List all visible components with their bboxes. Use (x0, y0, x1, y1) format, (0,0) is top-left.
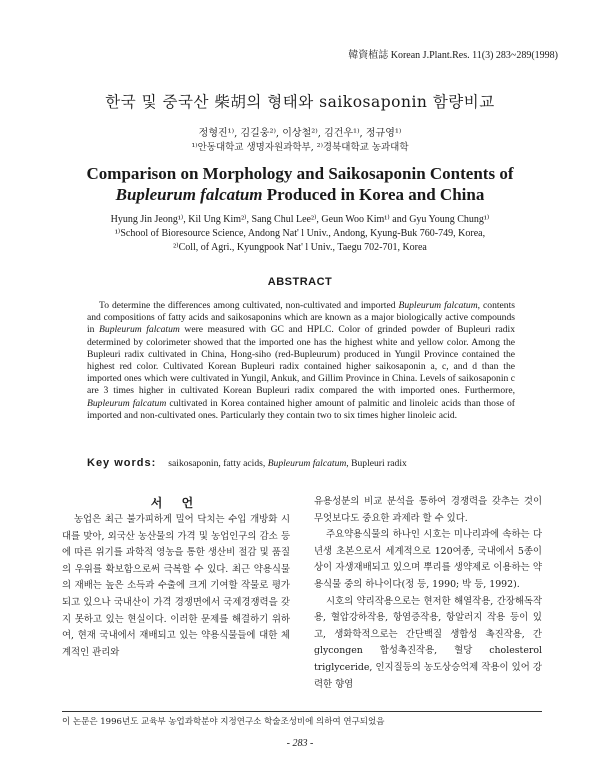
korean-title: 한국 및 중국산 柴胡의 형태와 saikosaponin 함량비교 (105, 93, 495, 111)
english-title-species: Bupleurum falcatum (115, 185, 263, 204)
left-column (62, 512, 290, 661)
english-authors: Hyung Jin Jeong¹⁾, Kil Ung Kim²⁾, Sang Chul Lee²⁾, Geun Woo Kim¹⁾ and Gyu Young Chung¹⁾ (110, 214, 490, 225)
english-title (40, 163, 560, 205)
intro-paragraph: 주요약용식물의 하나인 시호는 미나리과에 속하는 다년생 초본으로서 세계적으로 120여종, 국내에서 5종이상이 자생재배되고 있으며 뿌리를 생약제로 이용하는 약용식물 중의 하나이다(정 등, 1990; 박 등, 1992). (314, 529, 542, 590)
abstract-species: Bupleurum falcatum (99, 324, 180, 336)
korean-affiliations: ¹⁾안동대학교 생명자원과학부, ²⁾경북대학교 농과대학 (191, 142, 409, 153)
keywords-label: Key words: (87, 457, 157, 469)
section-heading-introduction: 서 언 (150, 496, 202, 510)
english-title-line1: Comparison on Morphology and Saikosaponin Contents of (86, 164, 514, 183)
english-title-line2: Produced in Korea and China (262, 185, 485, 204)
english-affiliation-1: ¹⁾School of Bioresource Science, Andong Nat' l Univ., Andong, Kyung-Buk 760-749, Korea, (114, 228, 486, 239)
intro-paragraph: 농업은 최근 불가피하게 밀어 닥치는 수입 개방화 시대를 맞아, 외국산 농산물의 가격 및 농업인구의 감소 등에 따른 위기를 과학적 영농을 통한 생산비 절감 및 품질의 우위를 확보함으로써 극복할 수 있다. 최근 약용식물의 재배는 높은 소득과 수출에 크게 기여할 작물로 평가되고 있으나 국내산이 가격 경쟁면에서 국제경쟁력을 갖지 못하고 있는 현실이다. 이러한 문제를 해결하기 위하여, 현재 국내에서 재배되고 있는 약용식물들에 대한 체계적인 관리와 (62, 514, 290, 658)
intro-paragraph-continued: 유용성분의 비교 분석을 통하여 경쟁력을 갖추는 것이 무엇보다도 중요한 과제라 할 수 있다. (314, 496, 542, 524)
korean-authors: 정형진¹⁾, 김길웅²⁾, 이상철²⁾, 김건우¹⁾, 정규영¹⁾ (198, 128, 402, 139)
abstract-species: Bupleurum falcatum (87, 397, 167, 409)
intro-paragraph: 시호의 약리작용으로는 현저한 해열작용, 간장해독작용, 혈압강하작용, 항염증작용, 항알러지 작용 등이 있고, 생화학적으로는 간단백질 생합성 촉진작용, 간 glycongen 합성촉진작용, 혈당 cholesterol triglyceride, 인지질등의 농도상승억제 작용이 있어 강력한 향염 (314, 595, 542, 690)
abstract-text: , contents and compositions of fatty acids and saikosaponins which are known as a major biologically active compounds in (87, 300, 515, 336)
english-authors-block (0, 213, 600, 255)
abstract-species: Bupleurum falcatum (398, 300, 478, 311)
abstract-body (87, 300, 515, 422)
abstract-text: To determine the differences among cultivated, non-cultivated and imported (99, 300, 399, 311)
footnote-divider (62, 711, 542, 712)
footnote: 이 논문은 1996년도 교육부 농업과학분야 지정연구소 학술조성비에 의하여 연구되었음 (62, 717, 385, 727)
abstract-text: were measured with GC and HPLC. Color of grinded powder of Bupleuri radix determined by colorimeter showed that the imported one has the highest white and yellow color. Among the Bupleuri radix cultivated in China, Hong-siho (red-Bupleurum) produced in Yungil Province contained the highest red color. Cultivated Korean Bupleuri radix contained higher saikosaponin a, c, and d than the imported ones which were cultivated in Yungil, Ankuk, and Gillim Province in China. Levels of saikosaponin c are 3 times higher in cultivated Korean Bupleuri radix compared the with imported ones. Furthermore, (87, 324, 515, 397)
keywords-text: saikosaponin, fatty acids, (168, 458, 268, 469)
keywords (87, 457, 527, 469)
keywords-species: Bupleurum falcatum (267, 458, 347, 469)
english-affiliation-2: ²⁾Coll, of Agri., Kyungpook Nat' l Univ., Taegu 702-701, Korea (173, 242, 427, 253)
page-number: - 283 - (286, 738, 314, 749)
journal-header: 韓資植誌 Korean J.Plant.Res. 11(3) 283~289(1998) (348, 50, 558, 61)
right-column (314, 494, 542, 693)
abstract-heading: ABSTRACT (267, 276, 333, 288)
abstract-text: cultivated in Korea contained higher amount of palmitic and linoleic acids than those of imported and non-cultivated ones. Particularly they contain two to six times higher linoleic acid. (87, 397, 515, 421)
keywords-text: , Bupleuri radix (346, 458, 407, 469)
